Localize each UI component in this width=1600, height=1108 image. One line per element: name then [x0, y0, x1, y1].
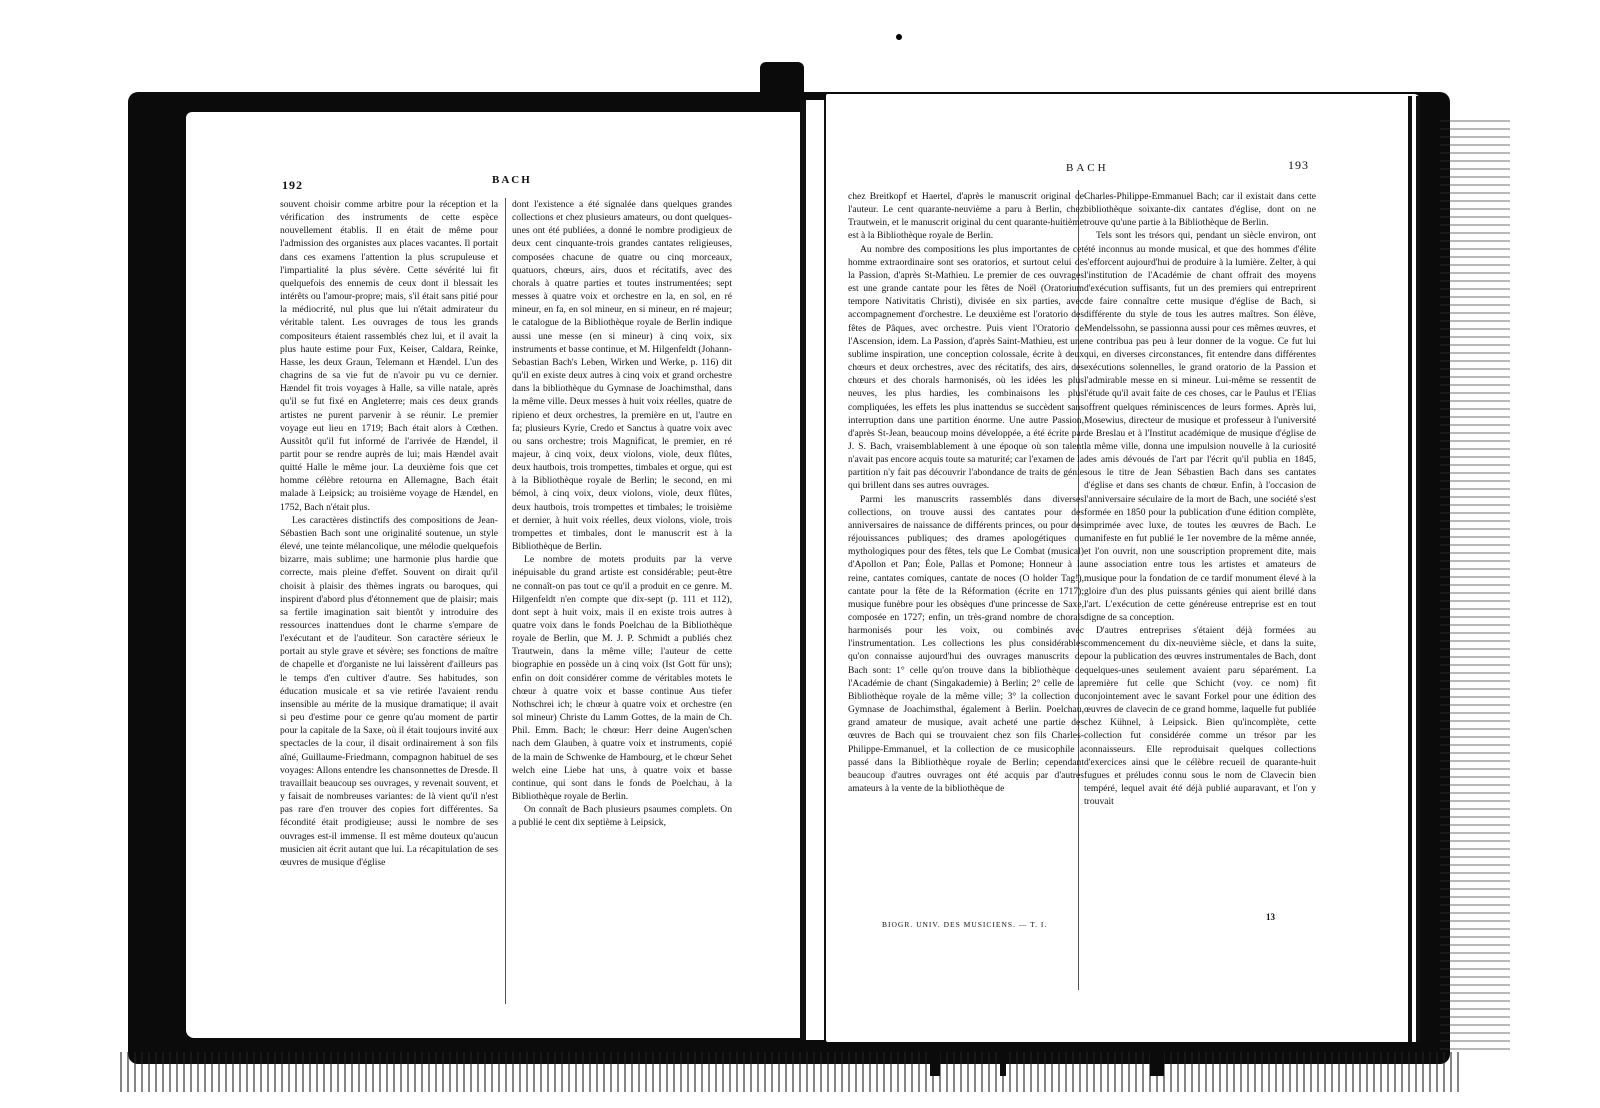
page-number: 192 — [282, 178, 303, 192]
left-page — [186, 112, 804, 1038]
paragraph: D'autres entreprises s'étaient déjà formées au commencement du dix-neuvième siècle, et dans la suite, pour la publication des œuvres instrumentales de Bach, dont quelques-unes seulement avaient paru séparément. La première fut celle que Schicht (voy. ce nom) fit conjointement avec le savant Forkel pour une édition des œuvres de clavecin de ce grand homme, laquelle fut publiée chez Kühnel, à Leipsick. Bien qu'incomplète, cette collection fut considérée comme un trésor par les connaisseurs. Elle reproduisait quelques collections d'exercices ainsi que le célèbre recueil de quarante-huit fugues et préludes connu sous le nom de Clavecin bien tempéré, lequel avait été déjà publié auparavant, et l'on y trouvait — [1084, 625, 1316, 808]
paragraph: Le nombre de motets produits par la verve inépuisable du grand artiste est considérable; peut-être ne connaît-on pas tout ce qu'il a produit en ce genre. M. Hilgenfeldt n'en compte que dix-sept (p. 111 et 112), dont sept à huit voix, mais il en existe trois autres à quatre voix dans le fonds Poelchau de la Bibliothèque royale de Berlin, que M. J. P. Schmidt a publiés chez Trautwein, dans la même ville; l'auteur de cette biographie en possède un à cinq voix (Ist Gott für uns); enfin on doit considérer comme de véritables motets le chœur à quatre voix et basse continue Aus tiefer Nothschrei ich; le chœur à quatre voix et orchestre (en sol mineur) Christe du Lamm Gottes, de la main de Ch. Phil. Emm. Bach; le chœur: Herr deine Augen'schen nach dem Glauben, à quatre voix et instruments, copié de la main de Schwenke de Hambourg, et le chœur Sehet welch eine Liebe hat uns, à quatre voix et basse continue, qui sont dans le fonds de Poelchau, à la Bibliothèque royale de Berlin. — [512, 554, 732, 803]
scan-noise-right — [1440, 120, 1510, 1050]
paragraph: Au nombre des compositions les plus importantes de cet homme extraordinaire sont ses oratorios, et surtout celui de la Passion, d'après St-Mathieu. Le premier de ces ouvrages est une grande cantate pour les fêtes de Noël (Oratorium tempore Nativitatis Christi), divisée en six parties, avec accompagnement d'orchestre. Le deuxième est l'oratorio des fêtes de Pâques, avec orchestre. Puis vient l'Oratorio de l'Ascension, idem. La Passion, d'après Saint-Mathieu, est une sublime inspiration, une conception colossale, écrite à deux chœurs et deux orchestres, avec des récitatifs, des airs, des chœurs et des chorals harmonisés, où les idées les plus neuves, les plus hardies, les combinaisons les plus compliquées, les effets les plus inattendus se succèdent sans interruption dans une partition énorme. Une autre Passion, d'après St-Jean, beaucoup moins développée, a été écrite par J. S. Bach, vraisemblablement à une époque où son talent n'avait pas encore acquis toute sa maturité; car l'examen de la partition n'y fait pas découvrir l'abondance de traits de génie qui brillent dans ses autres ouvrages. — [848, 243, 1084, 492]
page-header — [186, 174, 804, 194]
paragraph: On connaît de Bach plusieurs psaumes complets. On a publié le cent dix septième à Leipsick, — [512, 804, 732, 829]
page-edges — [1404, 96, 1420, 1042]
right-page — [826, 94, 1420, 1042]
scan-dot — [896, 34, 902, 40]
text-column-left — [280, 198, 498, 869]
page-number: 193 — [1288, 158, 1309, 172]
scan-noise-bottom — [120, 1052, 1460, 1092]
text-column-left — [848, 190, 1084, 795]
paragraph: Tels sont les trésors qui, pendant un siècle environ, ont été inconnus au monde musical, et que des hommes d'élite s'efforcent aujourd'hui de produire à la lumière. Zelter, à qui l'institution de l'Académie de chant offrait des moyens d'exécution suffisants, fut un des premiers qui entreprirent de faire connaître cette musique d'église de Bach, si différente du style de tous les autres maîtres. Son élève, Mendelssohn, se passionna aussi pour ces mêmes œuvres, et ne contribua pas peu à leur donner de la vogue. Ce fut lui qui, en diverses circonstances, fit entendre dans différentes exécutions solennelles, le grand oratorio de la Passion et l'admirable messe en si mineur. Lui-même se ressentit de l'étude qu'il avait faite de ces choses, car le Paulus et l'Elias offrent quelques réminiscences de leurs formes. Après lui, Mosewius, directeur de musique et professeur à l'université de Breslau et à l'Institut académique de musique d'église de la même ville, donna une impulsion nouvelle à la curiosité des amis dévoués de l'art par l'écrit qu'il publia en 1845, sous le titre de Jean Sébastien Bach dans ses cantates d'église et dans ses chants de chœur. Enfin, à l'occasion de l'anniversaire séculaire de la mort de Bach, une société s'est formée en 1850 pour la publication d'une édition complète, imprimée avec luxe, de toutes les œuvres de Bach. Le manifeste en fut publié le 1er novembre de la même année, et l'on ouvrit, non une souscription proprement dite, mais une association entre tous les artistes et amateurs de musique pour la fondation de ce tardif monument élevé à la gloire d'un des plus puissants génies qui aient brillé dans l'art. L'exécution de cette généreuse entreprise est en tout digne de sa conception. — [1084, 230, 1316, 623]
running-head: BACH — [1066, 162, 1109, 174]
signature-mark: 13 — [1266, 912, 1275, 922]
running-head: BACH — [492, 174, 532, 186]
paragraph: souvent choisir comme arbitre pour la réception et la vérification des instruments de cette espèce nouvellement établis. Il en était de même pour l'admission des organistes aux places vacantes. Il portait dans ces examens l'attention la plus scrupuleuse et l'impartialité la plus sévère. Cette sévérité lui fit quelquefois des ennemis de ceux dont il blessait les intérêts ou l'amour-propre; mais, s'il était sans pitié pour la médiocrité, nul plus que lui n'était admirateur du véritable talent. Les ouvrages de tous les grands compositeurs étaient rassemblés chez lui, et il avait la plus haute estime pour Fux, Keiser, Caldara, Reinke, Hasse, les deux Graun, Telemann et Hændel. L'un des chagrins de sa vie fut de n'avoir pu vu ce dernier. Hændel fit trois voyages à Halle, sa ville natale, après qu'il se fut fixé en Angleterre; mais ces deux grands artistes ne purent parvenir à se réunir. Le premier voyage eut lieu en 1719; Bach était alors à Cœthen. Aussitôt qu'il fut informé de l'arrivée de Hændel, il partit pour se rendre auprès de lui; mais Hændel avait quitté Halle le même jour. La deuxième fois que cet homme célèbre retourna en Allemagne, Bach était malade à Leipsick; au troisième voyage de Hændel, en 1752, Bach n'était plus. — [280, 199, 498, 513]
paragraph: chez Breitkopf et Haertel, d'après le manuscrit original de l'auteur. Le cent quarante-neuvième a paru à Berlin, chez Trautwein, et le manuscrit original du cent quarante-huitième est à la Bibliothèque royale de Berlin. — [848, 191, 1084, 242]
column-rule — [505, 198, 506, 1004]
text-column-right — [1084, 190, 1316, 808]
paragraph: Charles-Philippe-Emmanuel Bach; car il existait dans cette bibliothèque soixante-dix cantates d'église, dont on ne trouve qu'une partie à la Bibliothèque de Berlin. — [1084, 191, 1316, 229]
spine-top — [760, 62, 804, 108]
paragraph: Les caractères distinctifs des compositions de Jean-Sébastien Bach sont une originalité soutenue, un style élevé, une teinte mélancolique, une mélodie quelquefois bizarre, mais sublime; une harmonie plus hardie que correcte, mais pleine d'effet. Souvent on dirait qu'il choisit à plaisir des thèmes ingrats ou baroques, qui inspirent d'abord plus d'étonnement que de plaisir; mais sa fertile imagination sait bientôt y introduire des ressources inattendues dont le charme s'empare de l'exécutant et de l'auditeur. Son caractère sérieux le portait au style grave et sévère; ses fonctions de maître de chapelle et d'organiste ne lui laissèrent d'ailleurs pas le temps d'en cultiver d'autre. Ses habitudes, son éducation musicale et sa vie retirée l'avaient rendu insensible au mérite de la musique dramatique; il avait si peu d'estime pour ce genre qu'au moment de partir pour la capitale de la Saxe, où il était toujours invité aux spectacles de la cour, il disait ordinairement à son fils aîné, Guillaume-Friedmann, compagnon habituel de ses voyages: Allons entendre les chansonnettes de Dresde. Il travaillait beaucoup ses ouvrages, y revenait souvent, et y faisait de nombreuses variantes: de là vient qu'il n'est pas rare d'en trouver des copies fort différentes. Sa fécondité était prodigieuse; aussi le nombre de ses ouvrages est-il immense. Il est même douteux qu'aucun musicien ait écrit autant que lui. La récapitulation de ses œuvres de musique d'église — [280, 514, 498, 868]
paragraph: dont l'existence a été signalée dans quelques grandes collections et chez plusieurs amateurs, ou dont quelques-unes ont été publiées, a donné le nombre prodigieux de deux cent cinquante-trois grandes cantates religieuses, composées chacune de quatre ou cinq morceaux, quatuors, chœurs, airs, duos et récitatifs, avec des chorals à quatre parties et toutes instrumentées; sept messes à quatre voix et orchestre en la, en sol, en ré mineur, en fa, en sol mineur, en si mineur, en ré majeur; le catalogue de la Bibliothèque royale de Berlin indique aussi une messe (en si mineur) à cinq voix, six instruments et basse continue, et M. Hilgenfeldt (Johann-Sebastian Bach's Leben, Wirken und Werke, p. 116) dit qu'il en existe deux autres à cinq voix et grand orchestre dans la bibliothèque du Gymnase de Joachimsthal, dans la même ville. Deux messes à huit voix réelles, quatre de ripieno et deux orchestres, la première en ut, l'autre en fa; plusieurs Kyrie, Credo et Sanctus à quatre voix avec ou sans orchestre; trois Magnificat, le premier, en ré majeur, à cinq voix, deux violons, viole, deux flûtes, deux hautbois, trois trompettes, timbales et orgue, qui est à la Bibliothèque royale de Berlin; le second, en mi bémol, à cinq voix, deux violons, viole, deux flûtes, deux hautbois, trois trompettes et timbales; le troisième et dernier, à huit voix réelles, deux violons, viole, trois trompettes et timbales, dont le manuscrit est à la Bibliothèque de Berlin. — [512, 199, 732, 553]
text-column-right — [512, 198, 732, 830]
paragraph: Parmi les manuscrits rassemblés dans diverses collections, on trouve aussi des cantates pour des anniversaires de naissance de différents princes, ou pour des réjouissances publiques; des drames apologétiques ou mythologiques pour des fêtes, tels que Le Combat (musical) d'Apollon et Pan; Éole, Pallas et Pomone; Honneur à la reine, cantates comiques, cantate de noces (O holder Tag!), cantate pour la fête de la Réformation (écrite en 1717); musique funèbre pour les obsèques d'une princesse de Saxe, composée en 1727; enfin, un très-grand nombre de chorals harmonisés pour les voix, ou combinés avec l'instrumentation. Les collections les plus considérables qu'on connaisse aujourd'hui des ouvrages manuscrits de Bach sont: 1° celle qu'on trouve dans la bibliothèque de l'Académie de chant (Singakademie) à Berlin; 2° celle de la Bibliothèque royale de la même ville; 3° la collection du Gymnase de Joachimsthal, également à Berlin. Poelchau, grand amateur de musique, avait acheté une partie des œuvres de Bach qui se trouvaient chez son fils Charles-Philippe-Emmanuel, et la collection de ce musicophile a passé dans la Bibliothèque royale de Berlin; cependant beaucoup d'autres ouvrages ont été acquis par d'autres amateurs à la vente de la bibliothèque de — [848, 493, 1084, 795]
page-header — [826, 154, 1420, 174]
page-footer: BIOGR. UNIV. DES MUSICIENS. — T. I. — [882, 920, 1048, 929]
